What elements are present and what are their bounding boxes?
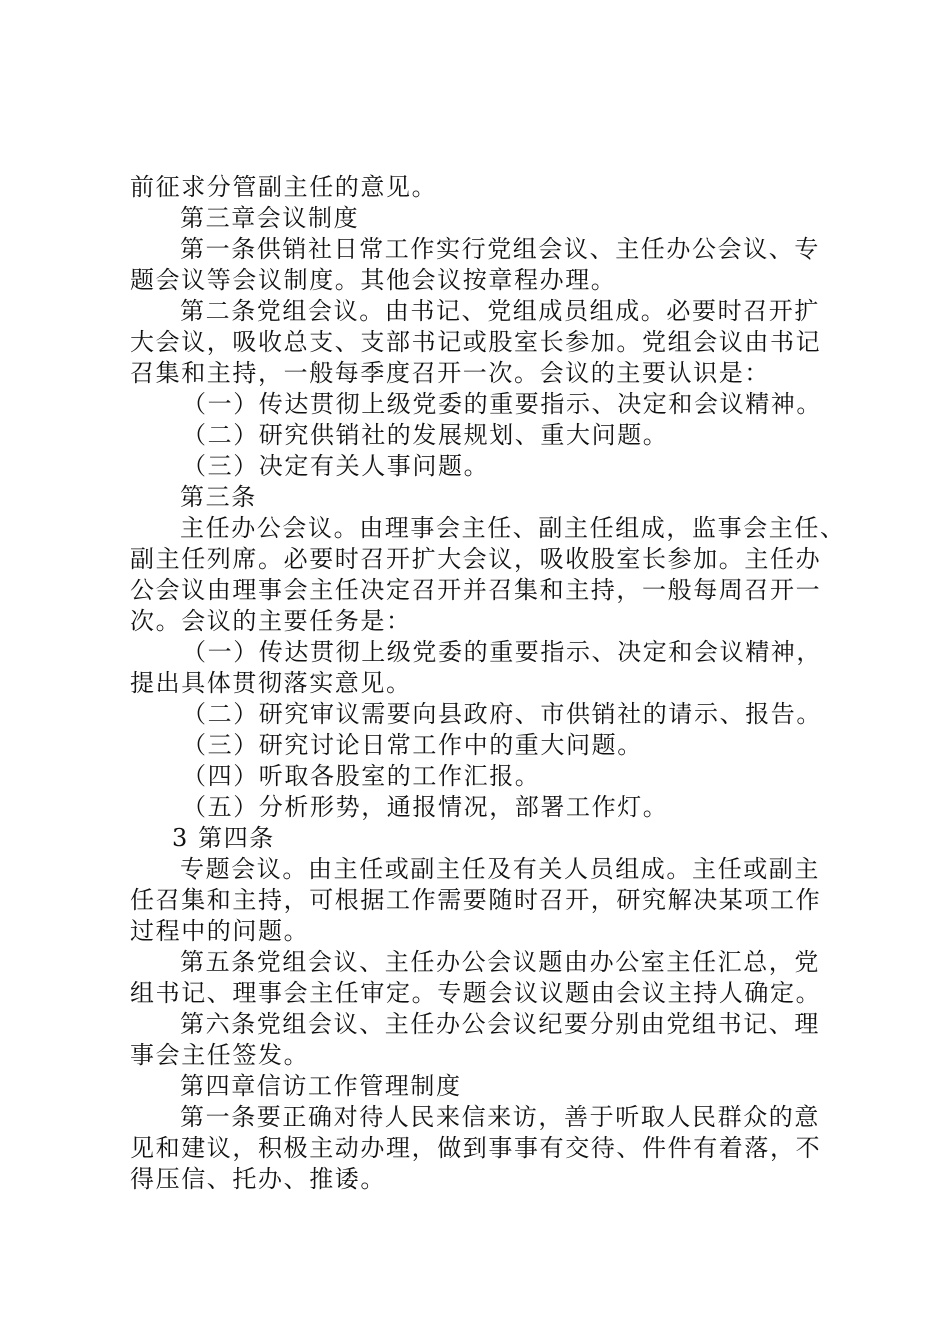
text-line: 召集和主持，一般每季度召开一次。会议的主要认识是：	[130, 359, 770, 387]
list-item: （二）研究供销社的发展规划、重大问题。	[182, 421, 669, 449]
text-line: 第五条党组会议、主任办公会议题由办公室主任汇总，党	[180, 948, 820, 976]
text-line: 第六条党组会议、主任办公会议纪要分别由党组书记、理	[180, 1010, 820, 1038]
article-heading: 3 第四条	[172, 824, 275, 852]
text-line: 任召集和主持，可根据工作需要随时召开，研究解决某项工作	[130, 886, 822, 914]
text-line: 公会议由理事会主任决定召开并召集和主持，一般每周召开一	[130, 576, 822, 604]
article-heading: 第三条	[180, 483, 257, 511]
list-item: （四）听取各股室的工作汇报。	[182, 762, 541, 790]
text-line: 过程中的问题。	[130, 917, 310, 945]
text-line: 副主任列席。必要时召开扩大会议，吸收股室长参加。主任办	[130, 545, 822, 573]
list-item: （二）研究审议需要向县政府、市供销社的请示、报告。	[182, 700, 822, 728]
text-line: 第一条供销社日常工作实行党组会议、主任办公会议、专	[180, 235, 820, 263]
chapter-heading: 第四章信访工作管理制度	[180, 1072, 462, 1100]
text-line: 题会议等会议制度。其他会议按章程办理。	[130, 266, 617, 294]
document-body	[130, 172, 846, 1195]
text-line: 组书记、理事会主任审定。专题会议议题由会议主持人确定。	[130, 979, 822, 1007]
list-item: （三）决定有关人事问题。	[182, 452, 490, 480]
list-item: （三）研究讨论日常工作中的重大问题。	[182, 731, 643, 759]
text-line: 主任办公会议。由理事会主任、副主任组成，监事会主任、	[180, 514, 846, 542]
text-line: 得压信、托办、推诿。	[130, 1165, 386, 1193]
list-item: （一）传达贯彻上级党委的重要指示、决定和会议精神，	[182, 638, 822, 666]
text-line: 次。会议的主要任务是：	[130, 607, 412, 635]
text-line: 前征求分管副主任的意见。	[130, 173, 438, 201]
text-line: 第二条党组会议。由书记、党组成员组成。必要时召开扩	[180, 297, 820, 325]
text-line: 大会议，吸收总支、支部书记或股室长参加。党组会议由书记	[130, 328, 822, 356]
text-line: 提出具体贯彻落实意见。	[130, 669, 412, 697]
text-line: 第一条要正确对待人民来信来访，善于听取人民群众的意	[180, 1103, 820, 1131]
text-line: 专题会议。由主任或副主任及有关人员组成。主任或副主	[180, 855, 820, 883]
list-item: （五）分析形势，通报情况，部署工作灯。	[182, 793, 669, 821]
chapter-heading: 第三章会议制度	[180, 204, 360, 232]
list-item: （一）传达贯彻上级党委的重要指示、决定和会议精神。	[182, 390, 822, 418]
text-line: 事会主任签发。	[130, 1041, 310, 1069]
text-line: 见和建议，积极主动办理，做到事事有交待、件件有着落，不	[130, 1134, 822, 1162]
